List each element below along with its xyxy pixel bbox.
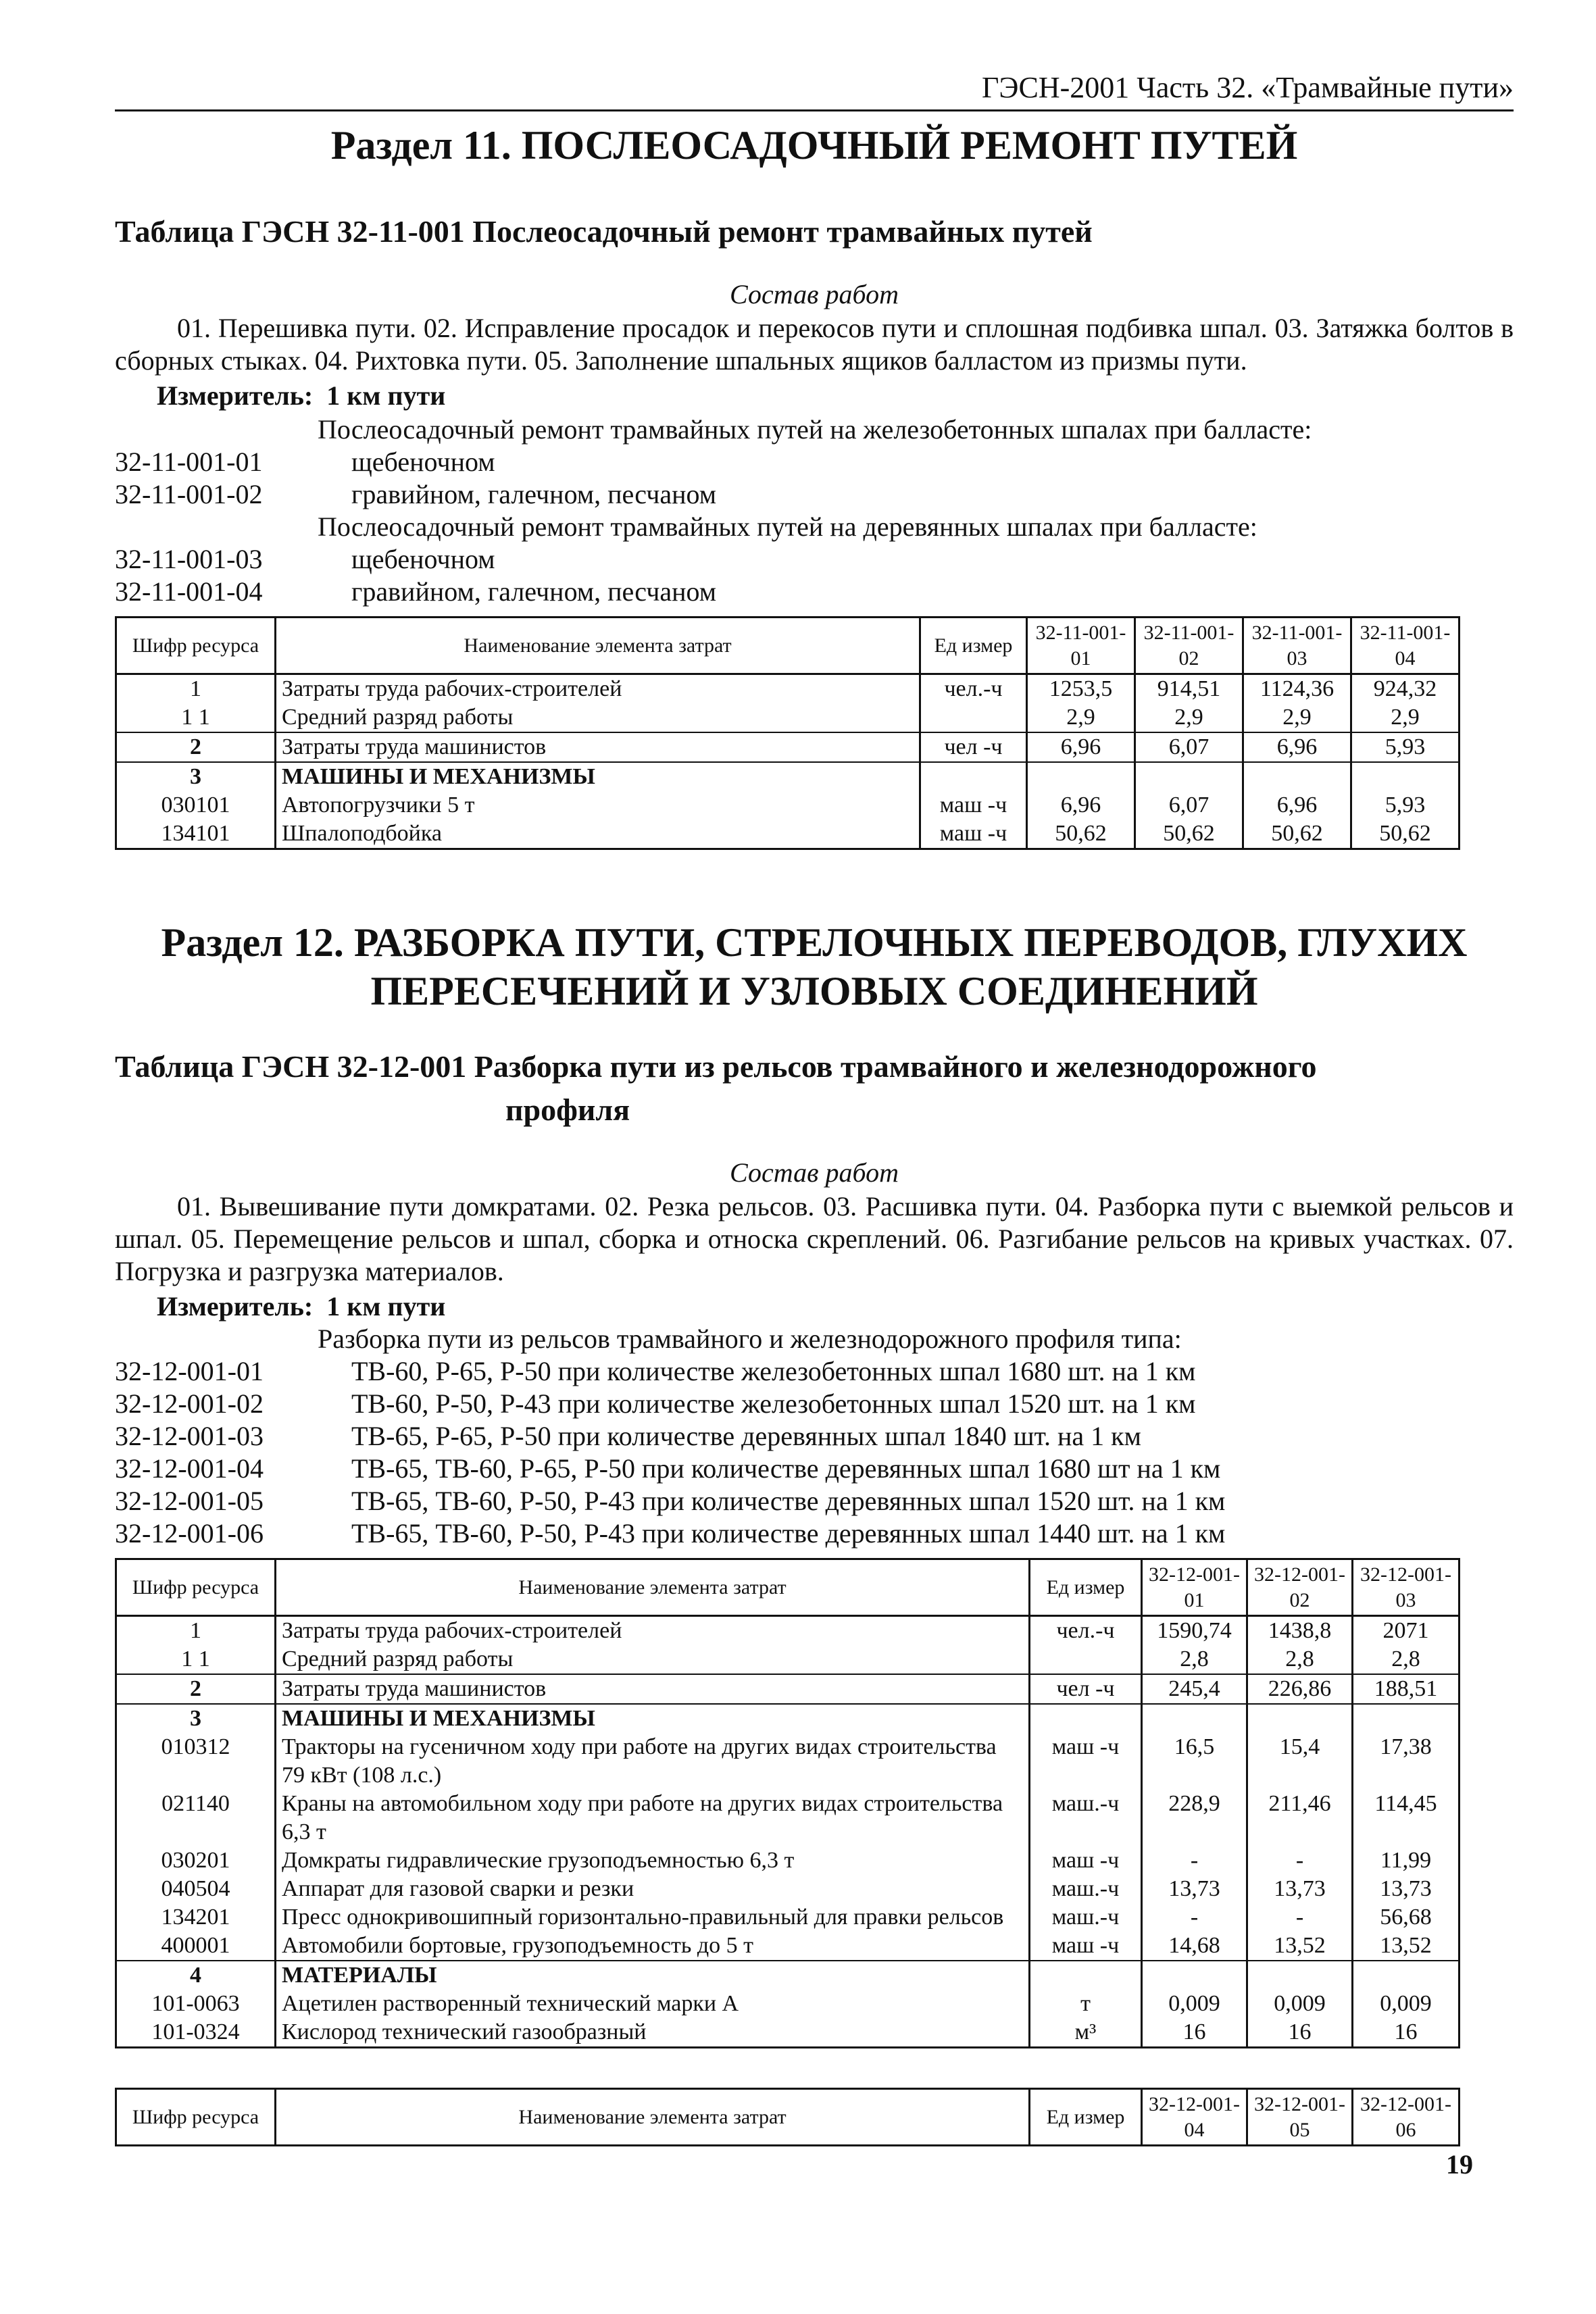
cell-unit: т	[1030, 1990, 1142, 2018]
item-text: ТВ-60, Р-65, Р-50 при количестве железобетонных шпал 1680 шт. на 1 км	[351, 1356, 1196, 1386]
cell-value: 2,8	[1142, 1645, 1247, 1674]
cell-value	[1353, 1961, 1460, 1990]
cell-code: 1	[116, 1616, 276, 1646]
cell-name: Затраты труда машинистов	[276, 1674, 1030, 1704]
measure-12	[157, 1290, 445, 1322]
resource-table-11	[115, 616, 1460, 850]
col-header: 32-11-001-01	[1027, 618, 1135, 674]
cell-value: -	[1142, 1903, 1247, 1932]
cell-value: 228,9	[1142, 1790, 1247, 1846]
section-12-title-line2: ПЕРЕСЕЧЕНИЙ И УЗЛОВЫХ СОЕДИНЕНИЙ	[370, 969, 1258, 1013]
cell-value: 16,5	[1142, 1733, 1247, 1790]
table-row	[116, 820, 1460, 849]
cell-value: 245,4	[1142, 1674, 1247, 1704]
cell-unit	[1030, 1645, 1142, 1674]
cell-unit: маш.-ч	[1030, 1790, 1142, 1846]
cell-value: 226,86	[1247, 1674, 1353, 1704]
cell-unit: чел -ч	[920, 732, 1027, 762]
cell-value	[1247, 1961, 1353, 1990]
cell-code: 1	[116, 674, 276, 704]
cell-name: Шпалоподбойка	[276, 820, 920, 849]
item-text: ТВ-65, ТВ-60, Р-50, Р-43 при количестве деревянных шпал 1520 шт. на 1 км	[351, 1486, 1226, 1516]
cell-value: 16	[1247, 2018, 1353, 2048]
cell-value: 2,9	[1243, 703, 1351, 732]
cell-value: 13,73	[1142, 1875, 1247, 1903]
table-header-row	[116, 2089, 1460, 2146]
cell-value: 114,45	[1353, 1790, 1460, 1846]
cell-value: 188,51	[1353, 1674, 1460, 1704]
cell-value: 16	[1142, 2018, 1247, 2048]
running-header: ГЭСН-2001 Часть 32. «Трамвайные пути»	[981, 71, 1514, 104]
cell-value: 2,8	[1353, 1645, 1460, 1674]
group-heading: Послеосадочный ремонт трамвайных путей на деревянных шпалах при балласте:	[318, 511, 1257, 542]
table-row	[116, 1790, 1460, 1846]
cell-unit: маш -ч	[920, 791, 1027, 820]
col-header: 32-12-001-03	[1353, 1559, 1460, 1616]
measure-label: Измеритель:	[157, 380, 314, 411]
item-code: 32-11-001-03	[115, 544, 263, 574]
cell-value	[1247, 1704, 1353, 1733]
item-text: гравийном, галечном, песчаном	[351, 576, 717, 607]
item-text: щебеночном	[351, 447, 495, 477]
table-row	[116, 1961, 1460, 1990]
col-header: 32-12-001-02	[1247, 1559, 1353, 1616]
col-header: Наименование элемента затрат	[276, 2089, 1030, 2146]
item-text: ТВ-65, Р-65, Р-50 при количестве деревянных шпал 1840 шт. на 1 км	[351, 1421, 1141, 1451]
table-header-row	[116, 1559, 1460, 1616]
cell-code: 101-0324	[116, 2018, 276, 2048]
cell-name: Пресс однокривошипный горизонтально-правильный для правки рельсов	[276, 1903, 1030, 1932]
cell-unit: чел.-ч	[1030, 1616, 1142, 1646]
table-row	[116, 1704, 1460, 1733]
item-code: 32-11-001-02	[115, 479, 263, 509]
resource-table-12-continued	[115, 2088, 1460, 2146]
cell-value: -	[1142, 1846, 1247, 1875]
work-composition-12: 01. Вывешивание пути домкратами. 02. Резка рельсов. 03. Расшивка пути. 04. Разборка пути с выемкой рельсов и шпал. 05. Перемещение рельсов и шпал, сборка и относка скреплений. 06. Разгибание рельсов на кривых участках. 07. Погрузка и разгрузка материалов.	[115, 1191, 1514, 1286]
cell-unit: маш -ч	[1030, 1932, 1142, 1961]
cell-code: 101-0063	[116, 1990, 276, 2018]
col-header: 32-12-001-06	[1353, 2089, 1460, 2146]
cell-code: 1 1	[116, 1645, 276, 1674]
cell-unit: маш -ч	[920, 820, 1027, 849]
cell-code: 3	[116, 1704, 276, 1733]
table-row	[116, 1846, 1460, 1875]
table-row	[116, 674, 1460, 704]
sostav-label-12: Состав работ	[730, 1157, 899, 1188]
cell-code: 2	[116, 732, 276, 762]
table-32-12-001-title: Таблица ГЭСН 32-12-001 Разборка пути из рельсов трамвайного и железнодорожного	[115, 1049, 1317, 1084]
item-code: 32-12-001-01	[115, 1356, 264, 1386]
table-row	[116, 1645, 1460, 1674]
cell-name: Затраты труда рабочих-строителей	[276, 1616, 1030, 1646]
cell-code: 040504	[116, 1875, 276, 1903]
item-code: 32-12-001-04	[115, 1453, 264, 1484]
col-header: Ед измер	[1030, 1559, 1142, 1616]
cell-name: МАШИНЫ И МЕХАНИЗМЫ	[276, 762, 920, 791]
item-text: ТВ-65, ТВ-60, Р-65, Р-50 при количестве деревянных шпал 1680 шт на 1 км	[351, 1453, 1221, 1484]
item-code: 32-12-001-05	[115, 1486, 264, 1516]
measure-11	[157, 380, 445, 411]
cell-value: 11,99	[1353, 1846, 1460, 1875]
cell-code: 4	[116, 1961, 276, 1990]
cell-name: Аппарат для газовой сварки и резки	[276, 1875, 1030, 1903]
cell-code: 030101	[116, 791, 276, 820]
cell-value: 211,46	[1247, 1790, 1353, 1846]
cell-value: 50,62	[1135, 820, 1243, 849]
table-row	[116, 1990, 1460, 2018]
measure-value: 1 км пути	[326, 380, 446, 411]
cell-value: -	[1247, 1846, 1353, 1875]
cell-value: 16	[1353, 2018, 1460, 2048]
cell-value	[1027, 762, 1135, 791]
cell-name: Средний разряд работы	[276, 703, 920, 732]
cell-unit: чел -ч	[1030, 1674, 1142, 1704]
item-text: ТВ-65, ТВ-60, Р-50, Р-43 при количестве деревянных шпал 1440 шт. на 1 км	[351, 1518, 1226, 1549]
table-row	[116, 732, 1460, 762]
cell-value: 13,52	[1353, 1932, 1460, 1961]
sostav-label-11: Состав работ	[730, 279, 899, 309]
col-header: Шифр ресурса	[116, 618, 276, 674]
cell-value: 6,96	[1243, 791, 1351, 820]
cell-value	[1351, 762, 1460, 791]
group-heading: Послеосадочный ремонт трамвайных путей на железобетонных шпалах при балласте:	[318, 414, 1312, 445]
table-row	[116, 2018, 1460, 2048]
cell-value: 14,68	[1142, 1932, 1247, 1961]
cell-value: 6,96	[1027, 791, 1135, 820]
cell-unit: чел.-ч	[920, 674, 1027, 704]
work-composition-11: 01. Перешивка пути. 02. Исправление просадок и перекосов пути и сплошная подбивка шпал. 03. Затяжка болтов в сборных стыках. 04. Рихтовка пути. 05. Заполнение шпальных ящиков балластом из призмы пути.	[115, 313, 1514, 376]
cell-value: 1124,36	[1243, 674, 1351, 704]
table-row	[116, 762, 1460, 791]
cell-value: 50,62	[1243, 820, 1351, 849]
cell-name: Затраты труда машинистов	[276, 732, 920, 762]
cell-value: 5,93	[1351, 732, 1460, 762]
cell-name: МАТЕРИАЛЫ	[276, 1961, 1030, 1990]
cell-unit: маш -ч	[1030, 1733, 1142, 1790]
item-text: щебеночном	[351, 544, 495, 574]
cell-value: 13,73	[1353, 1875, 1460, 1903]
cell-code: 1 1	[116, 703, 276, 732]
cell-value: 6,96	[1027, 732, 1135, 762]
table-row	[116, 1875, 1460, 1903]
cell-name: Средний разряд работы	[276, 1645, 1030, 1674]
cell-unit	[1030, 1961, 1142, 1990]
cell-value: -	[1247, 1903, 1353, 1932]
col-header: 32-11-001-03	[1243, 618, 1351, 674]
cell-value	[1135, 762, 1243, 791]
table-32-12-001-title-cont: профиля	[505, 1092, 630, 1127]
col-header: 32-12-001-04	[1142, 2089, 1247, 2146]
table-row	[116, 1932, 1460, 1961]
item-code: 32-12-001-06	[115, 1518, 264, 1549]
item-text: ТВ-60, Р-50, Р-43 при количестве железобетонных шпал 1520 шт. на 1 км	[351, 1388, 1196, 1419]
item-text: гравийном, галечном, песчаном	[351, 479, 717, 509]
cell-value: 13,52	[1247, 1932, 1353, 1961]
measure-label: Измеритель:	[157, 1291, 314, 1322]
cell-value: 15,4	[1247, 1733, 1353, 1790]
cell-unit: м³	[1030, 2018, 1142, 2048]
cell-value: 2071	[1353, 1616, 1460, 1646]
cell-code: 134201	[116, 1903, 276, 1932]
page-number: 19	[1446, 2149, 1473, 2180]
item-code: 32-11-001-01	[115, 447, 263, 477]
cell-value: 1253,5	[1027, 674, 1135, 704]
item-code: 32-12-001-03	[115, 1421, 264, 1451]
cell-value: 6,07	[1135, 732, 1243, 762]
cell-unit	[920, 703, 1027, 732]
cell-value: 2,8	[1247, 1645, 1353, 1674]
cell-value: 5,93	[1351, 791, 1460, 820]
cell-value: 0,009	[1142, 1990, 1247, 2018]
header-rule	[115, 109, 1514, 111]
table-row	[116, 1733, 1460, 1790]
table-header-row	[116, 618, 1460, 674]
cell-value: 17,38	[1353, 1733, 1460, 1790]
cell-name: МАШИНЫ И МЕХАНИЗМЫ	[276, 1704, 1030, 1733]
cell-code: 021140	[116, 1790, 276, 1846]
cell-value: 56,68	[1353, 1903, 1460, 1932]
cell-value: 6,07	[1135, 791, 1243, 820]
cell-code: 400001	[116, 1932, 276, 1961]
cell-value: 2,9	[1027, 703, 1135, 732]
cell-unit	[1030, 1704, 1142, 1733]
table-row	[116, 1616, 1460, 1646]
cell-value: 1590,74	[1142, 1616, 1247, 1646]
item-code: 32-11-001-04	[115, 576, 263, 607]
cell-unit	[920, 762, 1027, 791]
cell-value: 0,009	[1247, 1990, 1353, 2018]
col-header: Ед измер	[1030, 2089, 1142, 2146]
cell-name: Краны на автомобильном ходу при работе на других видах строительства 6,3 т	[276, 1790, 1030, 1846]
table-row	[116, 791, 1460, 820]
cell-value: 6,96	[1243, 732, 1351, 762]
cell-code: 134101	[116, 820, 276, 849]
cell-name: Автомобили бортовые, грузоподъемность до 5 т	[276, 1932, 1030, 1961]
col-header: Шифр ресурса	[116, 1559, 276, 1616]
section-12-title-line1: Раздел 12. РАЗБОРКА ПУТИ, СТРЕЛОЧНЫХ ПЕРЕВОДОВ, ГЛУХИХ	[161, 920, 1468, 965]
cell-value	[1243, 762, 1351, 791]
col-header: Наименование элемента затрат	[276, 1559, 1030, 1616]
cell-value	[1142, 1961, 1247, 1990]
table-row	[116, 1674, 1460, 1704]
cell-code: 2	[116, 1674, 276, 1704]
cell-name: Кислород технический газообразный	[276, 2018, 1030, 2048]
cell-value: 50,62	[1351, 820, 1460, 849]
cell-value: 1438,8	[1247, 1616, 1353, 1646]
col-header: 32-12-001-05	[1247, 2089, 1353, 2146]
col-header: Ед измер	[920, 618, 1027, 674]
cell-value: 50,62	[1027, 820, 1135, 849]
cell-unit: маш.-ч	[1030, 1875, 1142, 1903]
cell-name: Ацетилен растворенный технический марки А	[276, 1990, 1030, 2018]
cell-value: 13,73	[1247, 1875, 1353, 1903]
cell-code: 3	[116, 762, 276, 791]
item-code: 32-12-001-02	[115, 1388, 264, 1419]
col-header: Шифр ресурса	[116, 2089, 276, 2146]
table-row	[116, 703, 1460, 732]
measure-value: 1 км пути	[326, 1291, 446, 1322]
cell-value	[1353, 1704, 1460, 1733]
cell-value: 914,51	[1135, 674, 1243, 704]
cell-code: 030201	[116, 1846, 276, 1875]
col-header: 32-11-001-02	[1135, 618, 1243, 674]
table-row	[116, 1903, 1460, 1932]
cell-value: 2,9	[1351, 703, 1460, 732]
resource-table-12	[115, 1558, 1460, 2048]
cell-value: 924,32	[1351, 674, 1460, 704]
cell-value: 2,9	[1135, 703, 1243, 732]
section-11-title: Раздел 11. ПОСЛЕОСАДОЧНЫЙ РЕМОНТ ПУТЕЙ	[330, 123, 1298, 168]
group-heading: Разборка пути из рельсов трамвайного и железнодорожного профиля типа:	[318, 1324, 1182, 1354]
cell-unit: маш.-ч	[1030, 1903, 1142, 1932]
col-header: Наименование элемента затрат	[276, 618, 920, 674]
cell-name: Затраты труда рабочих-строителей	[276, 674, 920, 704]
table-32-11-001-title: Таблица ГЭСН 32-11-001 Послеосадочный ремонт трамвайных путей	[115, 214, 1093, 249]
cell-name: Домкраты гидравлические грузоподъемностью 6,3 т	[276, 1846, 1030, 1875]
cell-value	[1142, 1704, 1247, 1733]
col-header: 32-12-001-01	[1142, 1559, 1247, 1616]
cell-unit: маш -ч	[1030, 1846, 1142, 1875]
cell-value: 0,009	[1353, 1990, 1460, 2018]
col-header: 32-11-001-04	[1351, 618, 1460, 674]
cell-name: Автопогрузчики 5 т	[276, 791, 920, 820]
cell-code: 010312	[116, 1733, 276, 1790]
cell-name: Тракторы на гусеничном ходу при работе на других видах строительства 79 кВт (108 л.с.)	[276, 1733, 1030, 1790]
